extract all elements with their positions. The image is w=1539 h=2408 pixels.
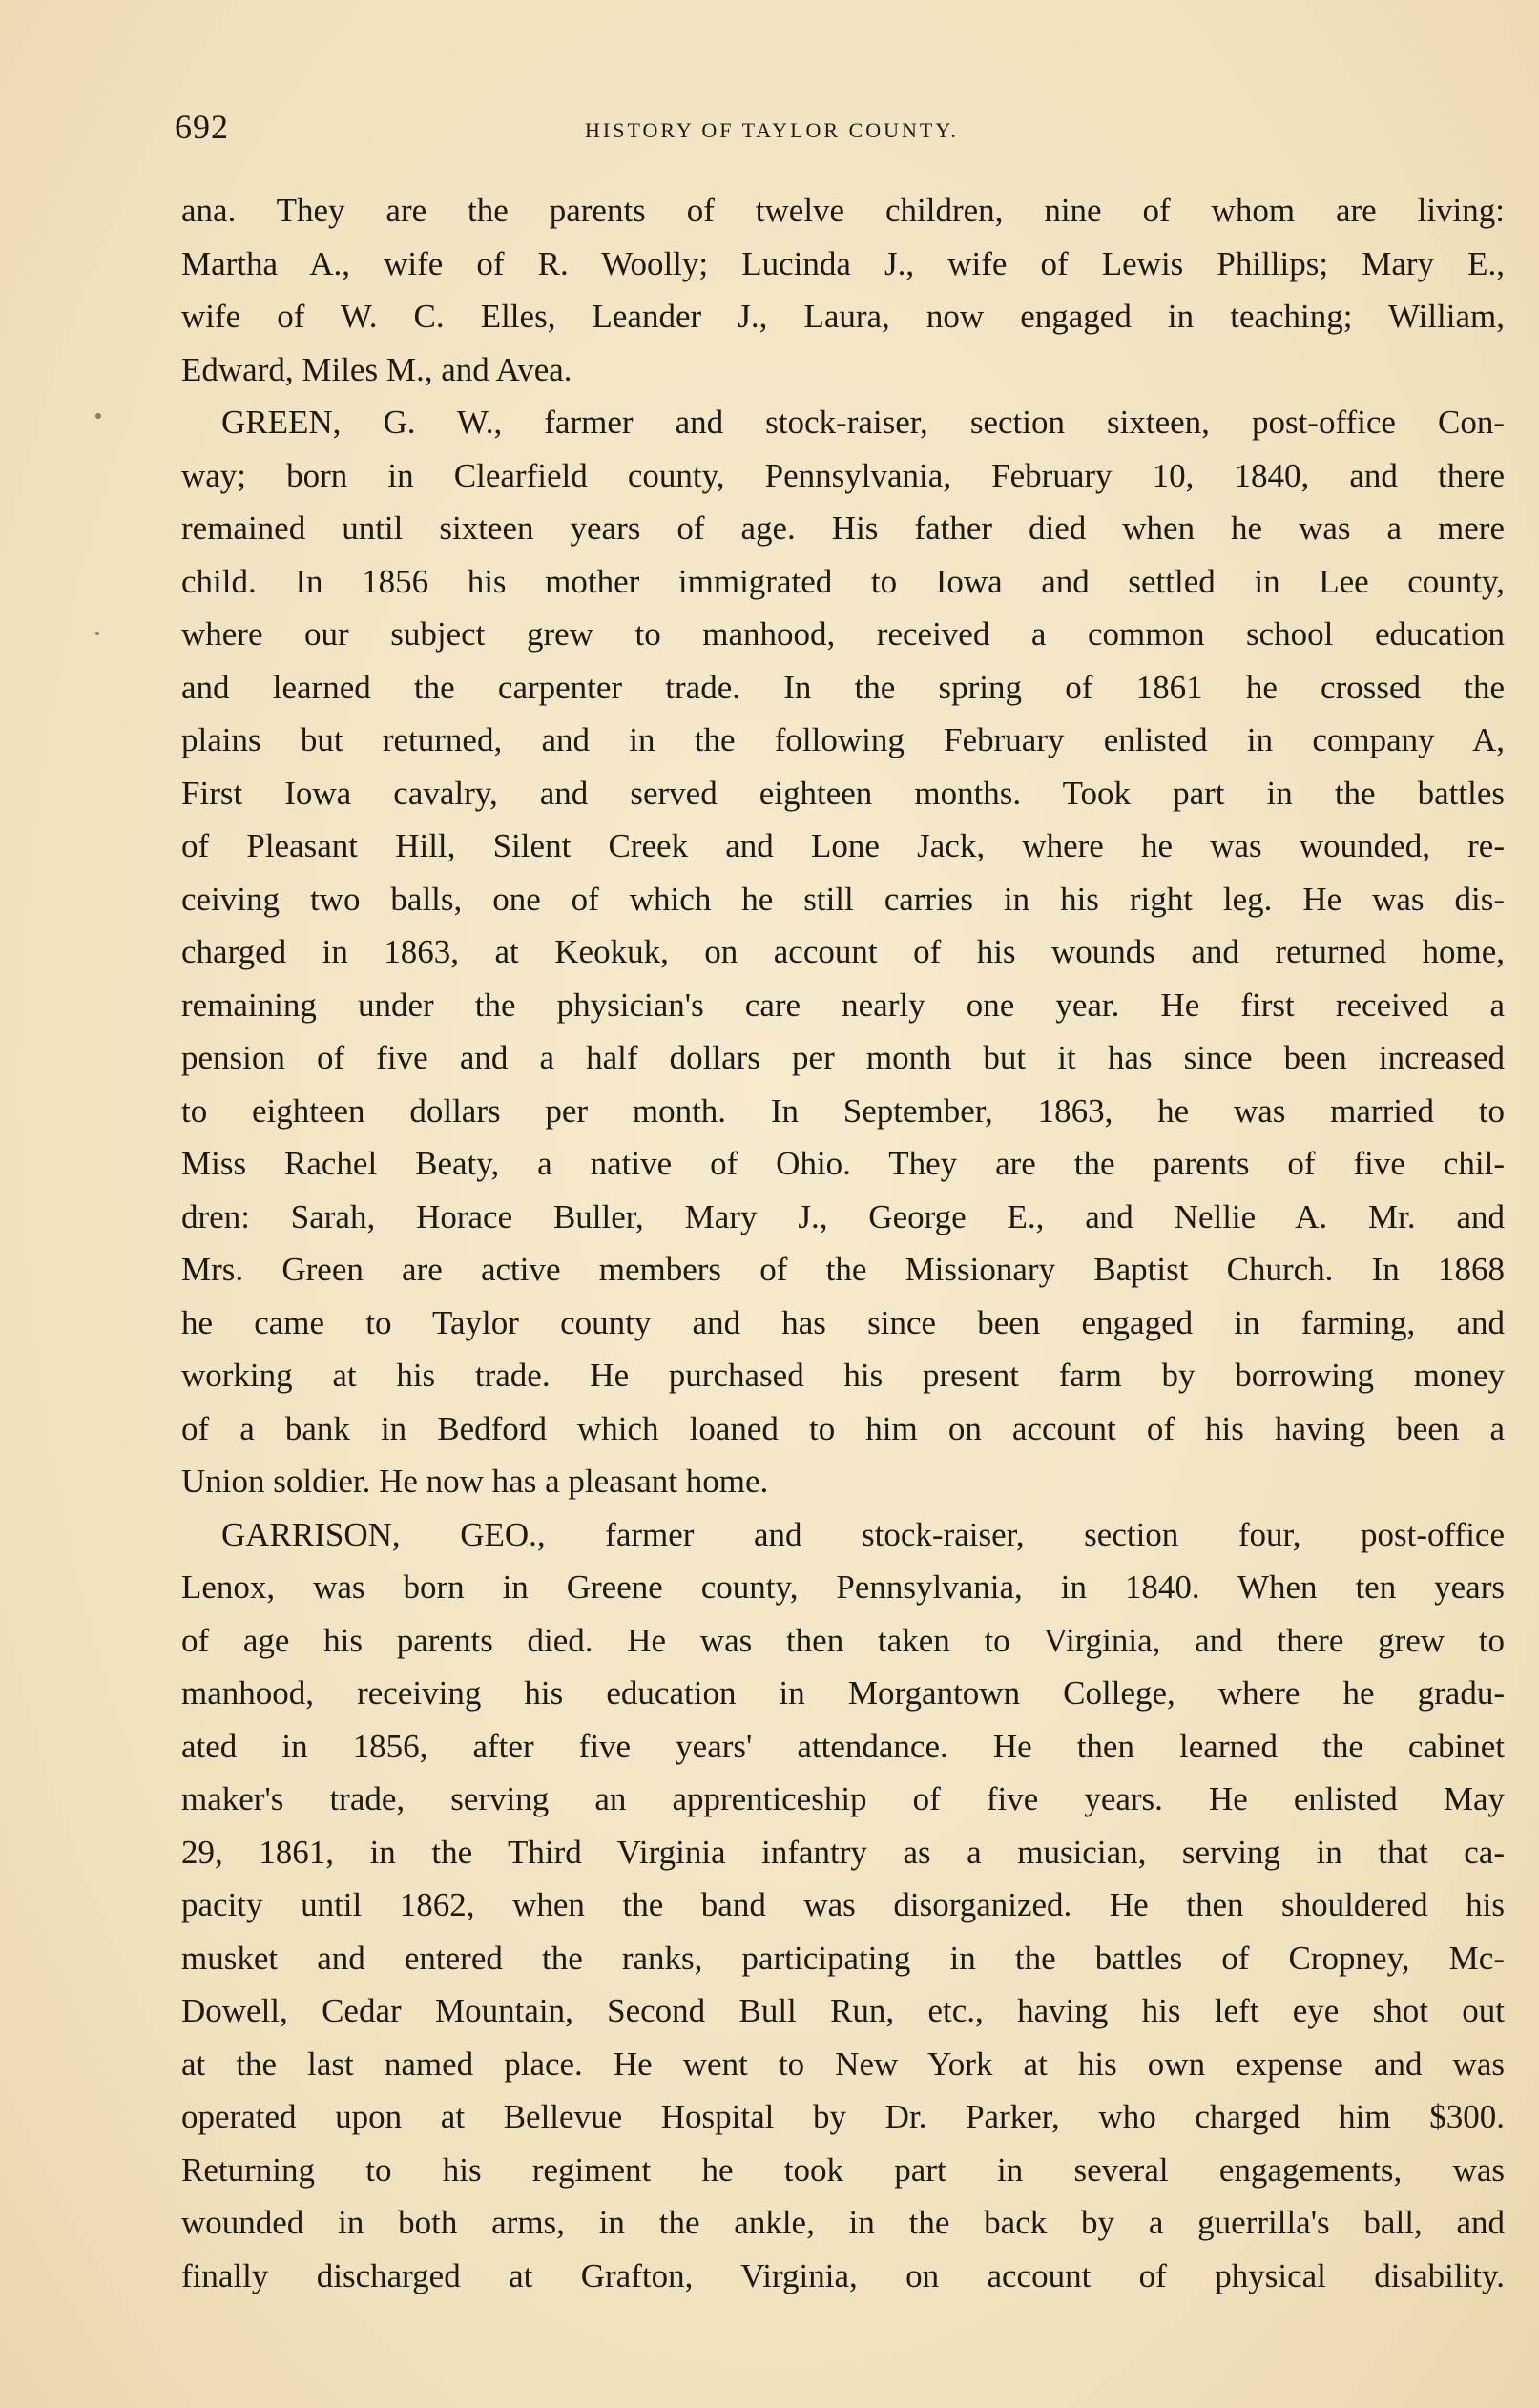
text-line: to eighteen dollars per month. In September, 1863, he was married to (181, 1091, 1505, 1130)
text-line: where our subject grew to manhood, received a common school education (181, 615, 1505, 653)
text-line: remained until sixteen years of age. His father died when he was a mere (181, 509, 1505, 547)
entry-first-line: GARRISON, GEO., farmer and stock-raiser, section four, post-office (221, 1515, 1505, 1553)
text-line: at the last named place. He went to New York at his own expense and was (181, 2045, 1505, 2083)
text-line: First Iowa cavalry, and served eighteen months. Took part in the battles (181, 774, 1505, 812)
text-line: and learned the carpenter trade. In the spring of 1861 he crossed the (181, 668, 1505, 706)
text-line: wife of W. C. Elles, Leander J., Laura, now engaged in teaching; William, (181, 298, 1505, 335)
text-line: Mrs. Green are active members of the Missionary Baptist Church. In 1868 (181, 1251, 1505, 1288)
text-line: of age his parents died. He was then taken to Virginia, and there grew to (181, 1621, 1505, 1659)
text-line: finally discharged at Grafton, Virginia, on account of physical disability. (181, 2256, 1505, 2294)
text-line: way; born in Clearfield county, Pennsylvania, February 10, 1840, and there (181, 456, 1505, 494)
text-line: ceiving two balls, one of which he still carries in his right leg. He was dis- (181, 880, 1505, 918)
text-line: musket and entered the ranks, participating in the battles of Cropney, Mc- (181, 1939, 1505, 1977)
text-line: Miss Rachel Beaty, a native of Ohio. They are the parents of five chil- (181, 1145, 1505, 1182)
text-line: charged in 1863, at Keokuk, on account of his wounds and returned home, (181, 933, 1505, 970)
page-header (175, 107, 1501, 155)
text-line: operated upon at Bellevue Hospital by Dr. Parker, who charged him $300. (181, 2098, 1505, 2135)
text-line: Martha A., wife of R. Woolly; Lucinda J., wife of Lewis Phillips; Mary E., (181, 244, 1505, 282)
running-head: HISTORY OF TAYLOR COUNTY. (585, 118, 959, 142)
text-line: manhood, receiving his education in Morgantown College, where he gradu- (181, 1674, 1505, 1712)
text-line: remaining under the physician's care nearly one year. He first received a (181, 986, 1505, 1024)
text-line: Lenox, was born in Greene county, Pennsylvania, in 1840. When ten years (181, 1568, 1505, 1606)
margin-mark (95, 632, 99, 635)
text-line: pension of five and a half dollars per month but it has since been increased (181, 1039, 1505, 1076)
page-number: 692 (175, 108, 229, 146)
text-line: Union soldier. He now has a pleasant home. (181, 1463, 769, 1500)
text-line: ated in 1856, after five years' attendance. He then learned the cabinet (181, 1727, 1505, 1765)
text-line: pacity until 1862, when the band was disorganized. He then shouldered his (181, 1886, 1505, 1923)
text-line: wounded in both arms, in the ankle, in the back by a guerrilla's ball, and (181, 2204, 1505, 2241)
text-line: ana. They are the parents of twelve children, nine of whom are living: (181, 192, 1505, 229)
text-line: Returning to his regiment he took part in several engagements, was (181, 2150, 1505, 2189)
text-line: Dowell, Cedar Mountain, Second Bull Run, etc., having his left eye shot out (181, 1992, 1505, 2029)
text-line: dren: Sarah, Horace Buller, Mary J., George E., and Nellie A. Mr. and (181, 1197, 1505, 1235)
text-line: he came to Taylor county and has since been engaged in farming, and (181, 1303, 1505, 1341)
body-text (181, 184, 1505, 2302)
text-line: Edward, Miles M., and Avea. (181, 350, 572, 388)
text-line: of a bank in Bedford which loaned to him on account of his having been a (181, 1409, 1505, 1447)
text-line: maker's trade, serving an apprenticeship of five years. He enlisted May (181, 1780, 1505, 1817)
entry-first-line: GREEN, G. W., farmer and stock-raiser, section sixteen, post-office Con- (221, 404, 1505, 441)
margin-mark (95, 413, 101, 419)
text-line: of Pleasant Hill, Silent Creek and Lone Jack, where he was wounded, re- (181, 827, 1505, 864)
text-line: child. In 1856 his mother immigrated to Iowa and settled in Lee county, (181, 562, 1505, 600)
text-line: 29, 1861, in the Third Virginia infantry as a musician, serving in that ca- (181, 1833, 1505, 1871)
text-line: working at his trade. He purchased his present farm by borrowing money (181, 1357, 1505, 1394)
text-line: plains but returned, and in the following February enlisted in company A, (181, 721, 1505, 758)
